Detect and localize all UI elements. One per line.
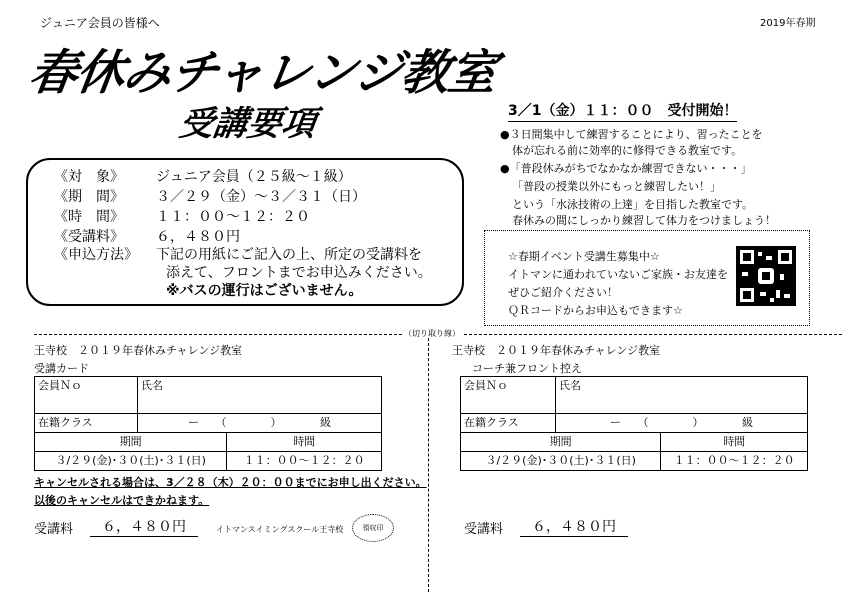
left-form-table: [34, 376, 382, 471]
right-name-cell[interactable]: [556, 377, 808, 414]
info-period: [54, 186, 366, 206]
info-period-label: 《期 間》: [54, 189, 124, 205]
info-apply-value-2: 添えて、フロントまでお申込みください。: [166, 265, 432, 281]
right-form-school: 王寺校 ２０１９年春休みチャレンジ教室: [452, 344, 661, 357]
info-apply-value-1: 下記の用紙にご記入の上、所定の受講料を: [156, 247, 422, 263]
season-label: 2019年春期: [760, 18, 816, 29]
info-apply-label: 《申込方法》: [54, 247, 138, 263]
info-time: [54, 206, 310, 226]
info-time-label: 《時 間》: [54, 209, 124, 225]
event-line-2: イトマンに通われていないご家族・お友達を: [508, 268, 728, 281]
info-fee: [54, 226, 240, 246]
right-member-no-label: 会員Ｎｏ: [464, 379, 508, 392]
info-target: [54, 166, 352, 186]
left-period-value: ３/２９(金)･３０(土)･３１(日): [35, 452, 227, 471]
bullet-2-line-2: 「普段の授業以外にもっと練習したい！」: [512, 180, 721, 193]
vertical-cut-line: [428, 338, 429, 592]
cut-label: （切り取り線）: [404, 329, 460, 338]
left-member-no-cell[interactable]: [35, 377, 138, 414]
event-line-1: ☆春期イベント受講生募集中☆: [508, 250, 660, 263]
info-target-label: 《対 象》: [54, 169, 124, 185]
receipt-stamp-label: 領収印: [362, 524, 384, 532]
left-member-no-label: 会員Ｎｏ: [38, 379, 82, 392]
info-fee-value: ６，４８０円: [156, 229, 240, 245]
info-apply: [54, 244, 422, 264]
cancel-notice-2: 以後のキャンセルはできかねます。: [34, 494, 210, 507]
info-target-value: ジュニア会員（２５級～１級）: [156, 169, 352, 185]
info-fee-label: 《受講料》: [54, 229, 124, 245]
event-line-4: ＱＲコードからお申込もできます☆: [508, 304, 683, 317]
right-fee-value: ６，４８０円: [520, 516, 628, 537]
info-period-value: ３／２９（金）～３／３１（日）: [156, 189, 366, 205]
greeting: ジュニア会員の皆様へ: [40, 16, 160, 30]
right-time-head: 時間: [661, 433, 808, 452]
registration-start: 3／1（金）１１：００ 受付開始！: [508, 100, 737, 122]
left-name-cell[interactable]: [138, 377, 382, 414]
left-time-head: 時間: [227, 433, 382, 452]
cancel-notice-1: キャンセルされる場合は、3／２８（木）２０：００までにお申し出ください。: [34, 476, 427, 489]
right-class-field[interactable]: ー （ ） 級: [556, 414, 808, 433]
right-name-label: 氏名: [559, 379, 581, 392]
bullet-2-line-4: 春休みの間にしっかり練習して体力をつけましょう！: [512, 214, 776, 227]
receipt-stamp: [352, 514, 394, 542]
left-period-head: 期間: [35, 433, 227, 452]
left-time-value: １１：００～１２：２０: [227, 452, 382, 471]
right-form-card-title: コーチ兼フロント控え: [472, 362, 582, 375]
right-class-label: 在籍クラス: [461, 414, 556, 433]
right-form-table: [460, 376, 808, 471]
bullet-2-line-1: ●「普段休みがちでなかなか練習できない・・・」: [500, 162, 752, 175]
bullet-2-line-3: という「水泳技術の上達」を目指した教室です。: [512, 198, 754, 211]
event-line-3: ぜひご紹介ください！: [508, 286, 618, 299]
left-class-field[interactable]: ー （ ） 級: [138, 414, 382, 433]
left-class-label: 在籍クラス: [35, 414, 138, 433]
right-time-value: １１：００～１２：２０: [661, 452, 808, 471]
right-period-value: ３/２９(金)･３０(土)･３１(日): [461, 452, 661, 471]
left-fee-label: 受講料: [34, 522, 74, 537]
left-form-school: 王寺校 ２０１９年春休みチャレンジ教室: [34, 344, 243, 357]
page-subtitle: 受講要項: [176, 104, 319, 144]
right-fee-label: 受講料: [464, 522, 504, 537]
left-form-card-title: 受講カード: [34, 362, 89, 375]
school-name: イトマンスイミングスクール王寺校: [216, 525, 344, 534]
bullet-1-line-1: ●３日間集中して練習することにより、習ったことを: [500, 128, 763, 141]
bullet-1-line-2: 体が忘れる前に効率的に修得できる教室です。: [512, 144, 743, 157]
bus-note: ※バスの運行はございません。: [166, 283, 363, 299]
left-fee-value: ６，４８０円: [90, 516, 198, 537]
right-member-no-cell[interactable]: [461, 377, 556, 414]
info-time-value: １１：００～１２：２０: [156, 209, 310, 225]
qr-code-icon[interactable]: [736, 246, 796, 306]
left-name-label: 氏名: [141, 379, 163, 392]
right-period-head: 期間: [461, 433, 661, 452]
page-title: 春休みチャレンジ教室: [25, 45, 500, 101]
